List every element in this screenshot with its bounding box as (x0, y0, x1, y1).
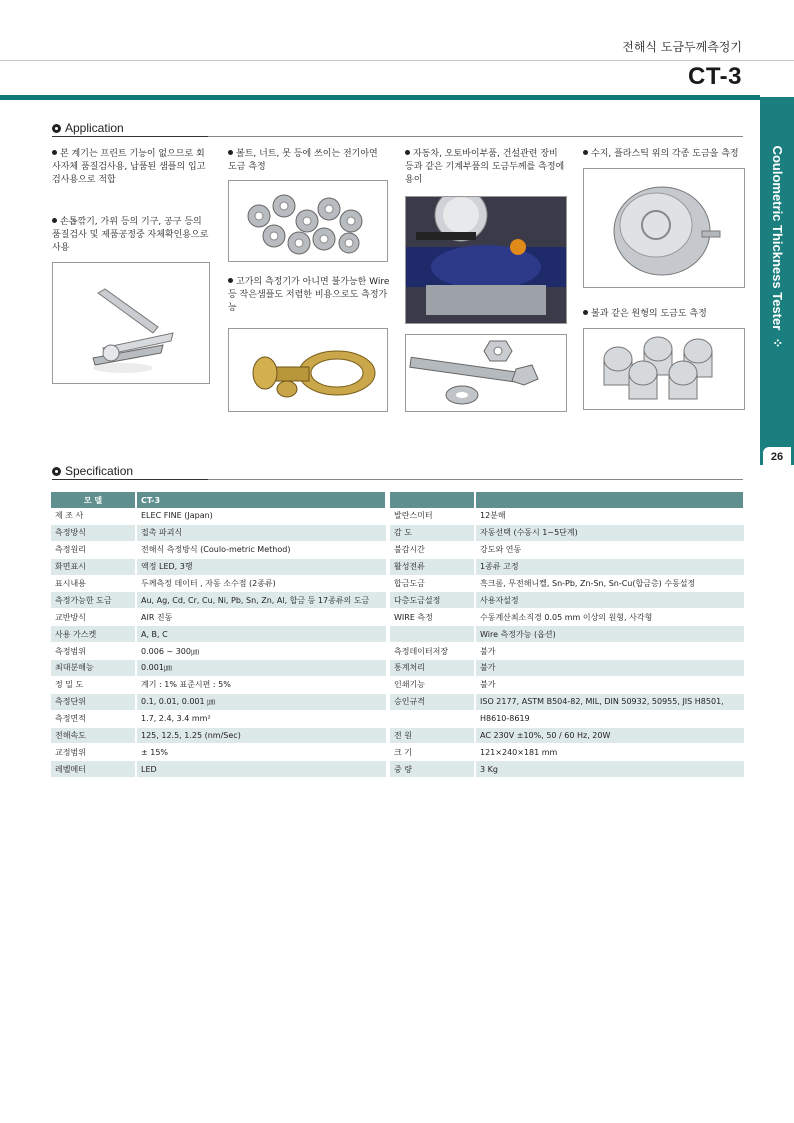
spec-label: 측정데이터저장 (390, 643, 475, 660)
bullet-dot-icon (228, 150, 233, 155)
spec-value: 계기 : 1% 표준시편 : 5% (136, 676, 386, 693)
spec-row (51, 761, 386, 778)
spec-row (390, 710, 744, 727)
document-subtitle: 전해식 도금두께측정기 (622, 40, 742, 54)
spec-label: 불감시간 (390, 541, 475, 558)
bullet-dot-icon (52, 218, 57, 223)
motorcycle-parts-photo (405, 196, 567, 324)
spec-table-header (51, 492, 386, 508)
spec-row (51, 558, 386, 575)
spec-value: 12분해 (475, 508, 744, 524)
spec-value: 0.006 ~ 300㎛ (136, 643, 386, 660)
brass-bolt-washer-photo (228, 328, 388, 412)
spec-table-right (390, 492, 745, 778)
spec-label: 교반방식 (51, 609, 136, 626)
spec-label: 다층도금설정 (390, 592, 475, 609)
spec-value: 불가 (475, 660, 744, 677)
app-note: 볼과 같은 원형의 도금도 측정 (583, 308, 745, 321)
spec-row (51, 592, 386, 609)
spec-header-label (390, 492, 475, 508)
application-heading-underline (52, 136, 208, 137)
spec-value: 흑크롬, 무전해니켈, Sn-Pb, Zn-Sn, Sn-Cu(합금층) 수동설정 (475, 575, 744, 592)
spec-value: A, B, C (136, 626, 386, 643)
spec-row (390, 693, 744, 710)
plated-cap-photo (583, 168, 745, 288)
application-rule (208, 136, 743, 137)
spec-label: 승인규격 (390, 693, 475, 710)
spec-label: 크 기 (390, 744, 475, 761)
checker-icon: ⁘ (770, 333, 785, 349)
spec-row (390, 744, 744, 761)
spec-row (51, 660, 386, 677)
spec-label (390, 626, 475, 643)
spec-label: 전 원 (390, 727, 475, 744)
spec-label: 인쇄기능 (390, 676, 475, 693)
spec-row (390, 643, 744, 660)
spec-label: 발란스미터 (390, 508, 475, 524)
side-tab-label: Coulometric Thickness Tester ⁘ (770, 145, 785, 349)
spec-value: LED (136, 761, 386, 778)
spec-label: 최대분해능 (51, 660, 136, 677)
spec-row (51, 643, 386, 660)
spec-value: 125, 12.5, 1.25 (nm/Sec) (136, 727, 386, 744)
bullet-dot-icon (405, 150, 410, 155)
spec-value: 1종류 고정 (475, 558, 744, 575)
spec-row (51, 676, 386, 693)
spec-label: 전해속도 (51, 727, 136, 744)
spec-label: 측정가능한 도금 (51, 592, 136, 609)
spec-value: 강도와 연동 (475, 541, 744, 558)
bullet-dot-icon (52, 150, 57, 155)
spec-value: 0.1, 0.01, 0.001 ㎛ (136, 693, 386, 710)
spec-value: 자동선택 (수동시 1~5단계) (475, 524, 744, 541)
spec-row (51, 727, 386, 744)
spec-row (390, 626, 744, 643)
spec-value: Au, Ag, Cd, Cr, Cu, Ni, Pb, Sn, Zn, Al, 합금 등 17종류의 도금 (136, 592, 386, 609)
spec-value: AC 230V ±10%, 50 / 60 Hz, 20W (475, 727, 744, 744)
spec-value: 접촉 파괴식 (136, 524, 386, 541)
spec-value: 불가 (475, 643, 744, 660)
model-title: CT-3 (687, 63, 742, 90)
spec-label: 정 밀 도 (51, 676, 136, 693)
app-note: 손톱깎기, 가위 등의 기구, 공구 등의 품질검사 및 제품공정중 자체확인용으로 사용 (52, 217, 209, 253)
spec-value: 불가 (475, 676, 744, 693)
spec-row (51, 575, 386, 592)
spec-label: 사용 가스켓 (51, 626, 136, 643)
spec-row (51, 710, 386, 727)
spec-value: AIR 진동 (136, 609, 386, 626)
specification-heading-underline (52, 479, 208, 480)
spec-row (390, 541, 744, 558)
spec-value: 1.7, 2.4, 3.4 mm² (136, 710, 386, 727)
page-number: 26 (763, 447, 791, 467)
spec-label: 감 도 (390, 524, 475, 541)
application-heading: Application (52, 121, 124, 135)
header-accent-bar (0, 95, 760, 100)
spec-header-label: 모 델 (51, 492, 136, 508)
spec-row (390, 524, 744, 541)
section-bullet-icon (52, 124, 61, 133)
spec-label: 측정방식 (51, 524, 136, 541)
spec-label: 레벨메터 (51, 761, 136, 778)
spec-value: 수동계산최소직경 0.05 mm 이상의 원형, 사각형 (475, 609, 744, 626)
spec-label: 중 량 (390, 761, 475, 778)
spec-label: 화면표시 (51, 558, 136, 575)
spec-row (390, 609, 744, 626)
side-tab (760, 97, 794, 465)
spec-value: 두께측정 데이터 , 자동 소수점 (2종류) (136, 575, 386, 592)
specification-heading: Specification (52, 464, 133, 478)
bolt-nut-washer-photo (405, 334, 567, 412)
spec-label: 측정면적 (51, 710, 136, 727)
spec-value: 사용자설정 (475, 592, 744, 609)
spec-row (390, 508, 744, 524)
app-note: 볼트, 너트, 못 등에 쓰이는 전기아연 도금 측정 (228, 149, 378, 172)
spec-row (51, 541, 386, 558)
spec-label: 측정단위 (51, 693, 136, 710)
spec-value: 액정 LED, 3행 (136, 558, 386, 575)
spec-label: 교정범위 (51, 744, 136, 761)
spec-row (51, 626, 386, 643)
specification-rule (208, 479, 743, 480)
spec-row (390, 660, 744, 677)
spec-label: 제 조 사 (51, 508, 136, 524)
spec-value: 0.001㎛ (136, 660, 386, 677)
spec-row (390, 727, 744, 744)
spec-value: Wire 측정가능 (옵션) (475, 626, 744, 643)
spec-value: 3 Kg (475, 761, 744, 778)
spec-row (390, 558, 744, 575)
spec-row (390, 676, 744, 693)
bullet-dot-icon (583, 150, 588, 155)
spec-value: 전해식 측정방식 (Coulo-metric Method) (136, 541, 386, 558)
bullet-dot-icon (583, 310, 588, 315)
spec-label: 표시내용 (51, 575, 136, 592)
spec-value: H8610-8619 (475, 710, 744, 727)
app-note: 본 계기는 프린트 기능이 없으므로 회사자체 품질검사용, 납품된 샘플의 입고검사용으로 적합 (52, 149, 206, 185)
section-bullet-icon (52, 467, 61, 476)
app-note: 고가의 측정기가 아니면 불가능한 Wire 등 작은샘플도 저렴한 비용으로도 측정가능 (228, 277, 390, 313)
spec-table-header (390, 492, 744, 508)
spec-label: 측정원리 (51, 541, 136, 558)
header-divider (0, 60, 794, 61)
spec-row (390, 592, 744, 609)
spec-row (390, 761, 744, 778)
spec-row (51, 524, 386, 541)
spec-label: 합금도금 (390, 575, 475, 592)
spec-row (51, 744, 386, 761)
spec-label: 활성전류 (390, 558, 475, 575)
spec-row (51, 693, 386, 710)
spec-label: WIRE 측정 (390, 609, 475, 626)
app-note: 자동차, 오토바이부품, 건설관련 장비 등과 같은 기계부품의 도금두께를 측정에 용이 (405, 149, 565, 185)
spec-table-left (51, 492, 387, 778)
bolts-nuts-photo (228, 180, 388, 262)
app-note: 수지, 플라스틱 위의 각종 도금을 측정 (583, 148, 745, 161)
bullet-dot-icon (228, 278, 233, 283)
spec-header-value: CT-3 (136, 492, 386, 508)
spec-label: 측정범위 (51, 643, 136, 660)
nail-clipper-photo (52, 262, 210, 384)
spec-value: ISO 2177, ASTM B504-82, MIL, DIN 50932, 50955, JIS H8501, (475, 693, 744, 710)
spec-header-value (475, 492, 744, 508)
chrome-nuts-photo (583, 328, 745, 410)
spec-value: 121×240×181 mm (475, 744, 744, 761)
spec-value: ELEC FINE (Japan) (136, 508, 386, 524)
spec-value: ± 15% (136, 744, 386, 761)
spec-row (390, 575, 744, 592)
spec-row (51, 609, 386, 626)
spec-label: 통계처리 (390, 660, 475, 677)
spec-row (51, 508, 386, 524)
spec-label (390, 710, 475, 727)
